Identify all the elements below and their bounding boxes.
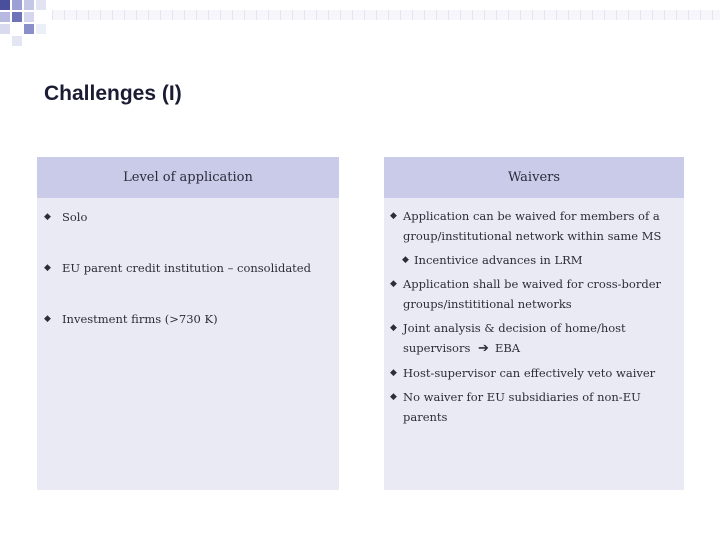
diamond-bullet-icon: ◆ xyxy=(402,255,409,265)
panel-header: Level of application xyxy=(37,157,339,198)
panel-header: Waivers xyxy=(384,157,684,198)
right-arrow-icon: ➔ xyxy=(478,341,489,356)
sub-list-item xyxy=(384,250,684,270)
diamond-bullet-icon: ◆ xyxy=(390,323,397,333)
list-item xyxy=(384,387,684,427)
list-item-text: Joint analysis & decision of home/host supervisors xyxy=(403,321,626,355)
top-rule xyxy=(52,10,720,20)
list-item-text: Application shall be waived for cross-border groups/instititional networks xyxy=(403,277,661,311)
diamond-bullet-icon: ◆ xyxy=(390,368,397,378)
slide-title: Challenges (I) xyxy=(44,82,182,105)
arrow-target: EBA xyxy=(494,341,521,355)
diamond-bullet-icon: ◆ xyxy=(44,314,51,324)
list-item xyxy=(37,258,339,278)
list-item-text: No waiver for EU subsidiaries of non-EU parents xyxy=(403,390,641,424)
list-item-text: Application can be waived for members of a group/institutional network within same MS xyxy=(403,209,662,243)
list-item-text: Incentivice advances in LRM xyxy=(414,253,583,267)
level-of-application-panel xyxy=(37,157,339,490)
list-item xyxy=(37,309,339,329)
list-item xyxy=(37,207,339,227)
diamond-bullet-icon: ◆ xyxy=(390,279,397,289)
diamond-bullet-icon: ◆ xyxy=(44,212,51,222)
diamond-bullet-icon: ◆ xyxy=(44,263,51,273)
list-item xyxy=(384,274,684,314)
application-list xyxy=(37,198,339,329)
list-item xyxy=(384,363,684,383)
list-item-text: EU parent credit institution – consolidated xyxy=(62,261,311,275)
waivers-panel xyxy=(384,157,684,490)
diamond-bullet-icon: ◆ xyxy=(390,211,397,221)
list-item-text: Investment firms (>730 K) xyxy=(62,312,218,326)
list-item-text: Solo xyxy=(62,210,88,224)
list-item-text: Host-supervisor can effectively veto waiver xyxy=(403,366,656,380)
diamond-bullet-icon: ◆ xyxy=(390,392,397,402)
waivers-list xyxy=(384,198,684,427)
list-item xyxy=(384,206,684,246)
list-item xyxy=(384,318,684,359)
